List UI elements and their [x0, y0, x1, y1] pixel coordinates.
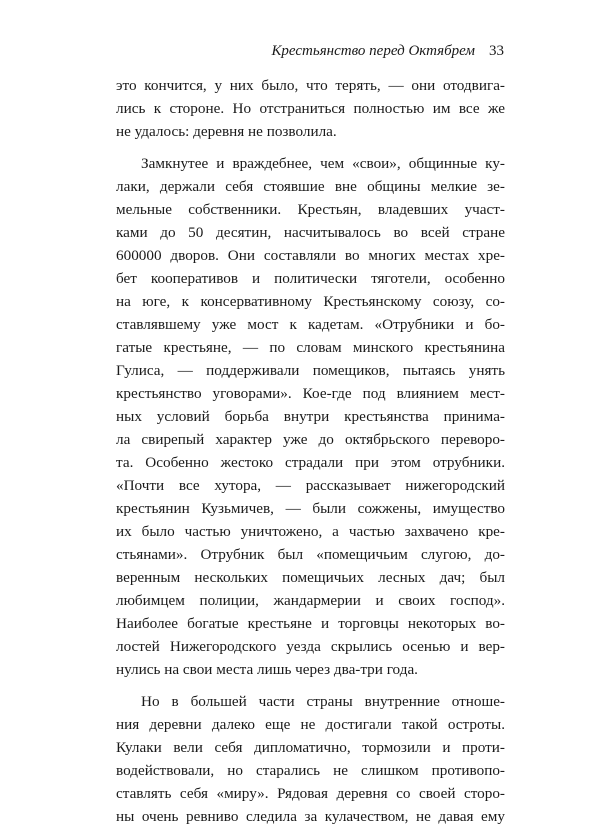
text-line: ния деревни далеко еще не достигали такой остроты. — [116, 716, 505, 733]
text-line: на юге, к консервативному Крестьянскому союзу, со- — [116, 293, 505, 310]
text-line: ками до 50 десятин, насчитывалось во всей стране — [116, 224, 505, 241]
text-line: ных условий борьба внутри крестьянства принима- — [116, 408, 505, 425]
running-head — [0, 41, 504, 61]
paragraph — [116, 152, 505, 681]
text-line: бет кооперативов и политически тяготели, особенно — [116, 270, 505, 287]
paragraph — [116, 74, 505, 143]
text-line: лаки, держали себя стоявшие вне общины мелкие зе- — [116, 178, 505, 195]
text-line: мельные собственники. Крестьян, владевших участ- — [116, 201, 505, 218]
text-line: любимцем полиции, жандармерии и своих господ». — [116, 592, 505, 609]
text-line: крестьянин Кузьмичев, — были сожжены, имущество — [116, 500, 505, 517]
text-line: Замкнутее и враждебнее, чем «свои», общинные ку- — [141, 155, 505, 172]
text-line: это кончится, у них было, что терять, — они отодвига- — [116, 77, 505, 94]
text-line: Наиболее богатые крестьяне и торговцы некоторых во- — [116, 615, 505, 632]
text-line: лостей Нижегородского уезда скрылись осенью и вер- — [116, 638, 505, 655]
running-head-title: Крестьянство перед Октябрем — [271, 43, 475, 59]
text-line: нулись на свои места лишь через два-три года. — [116, 661, 418, 678]
text-line: ставлять себя «миру». Рядовая деревня со своей сторо- — [116, 785, 505, 802]
text-line: их было частью уничтожено, а частью захвачено кре- — [116, 523, 505, 540]
text-line: «Почти все хутора, — рассказывает нижегородский — [116, 477, 505, 494]
text-line: лись к стороне. Но отстраниться полностью им все же — [116, 100, 505, 117]
text-line: Гулиса, — поддерживали помещиков, пытаясь унять — [116, 362, 505, 379]
text-line: не удалось: деревня не позволила. — [116, 123, 337, 140]
text-line: крестьянство уговорами». Кое-где под влиянием мест- — [116, 385, 505, 402]
text-line: веренным нескольких помещичьих лесных дач; был — [116, 569, 505, 586]
text-line: ставлявшему уже мост к кадетам. «Отрубники и бо- — [116, 316, 505, 333]
paragraph — [116, 690, 505, 828]
text-line: та. Особенно жестоко страдали при этом отрубники. — [116, 454, 505, 471]
text-line: стьянами». Отрубник был «помещичьим слугою, до- — [116, 546, 505, 563]
text-line: 600000 дворов. Они составляли во многих местах хре- — [116, 247, 505, 264]
page-number: 33 — [489, 43, 504, 59]
text-line: водействовали, но старались не слишком противопо- — [116, 762, 505, 779]
text-line: ны очень ревниво следила за кулачеством, не давая ему — [116, 808, 505, 825]
text-line: Кулаки вели себя дипломатично, тормозили и проти- — [116, 739, 505, 756]
text-line: Но в большей части страны внутренние отноше- — [141, 693, 505, 710]
body-text — [116, 74, 505, 828]
text-line: гатые крестьяне, — по словам минского крестьянина — [116, 339, 505, 356]
text-line: ла свирепый характер уже до октябрьского переворо- — [116, 431, 505, 448]
